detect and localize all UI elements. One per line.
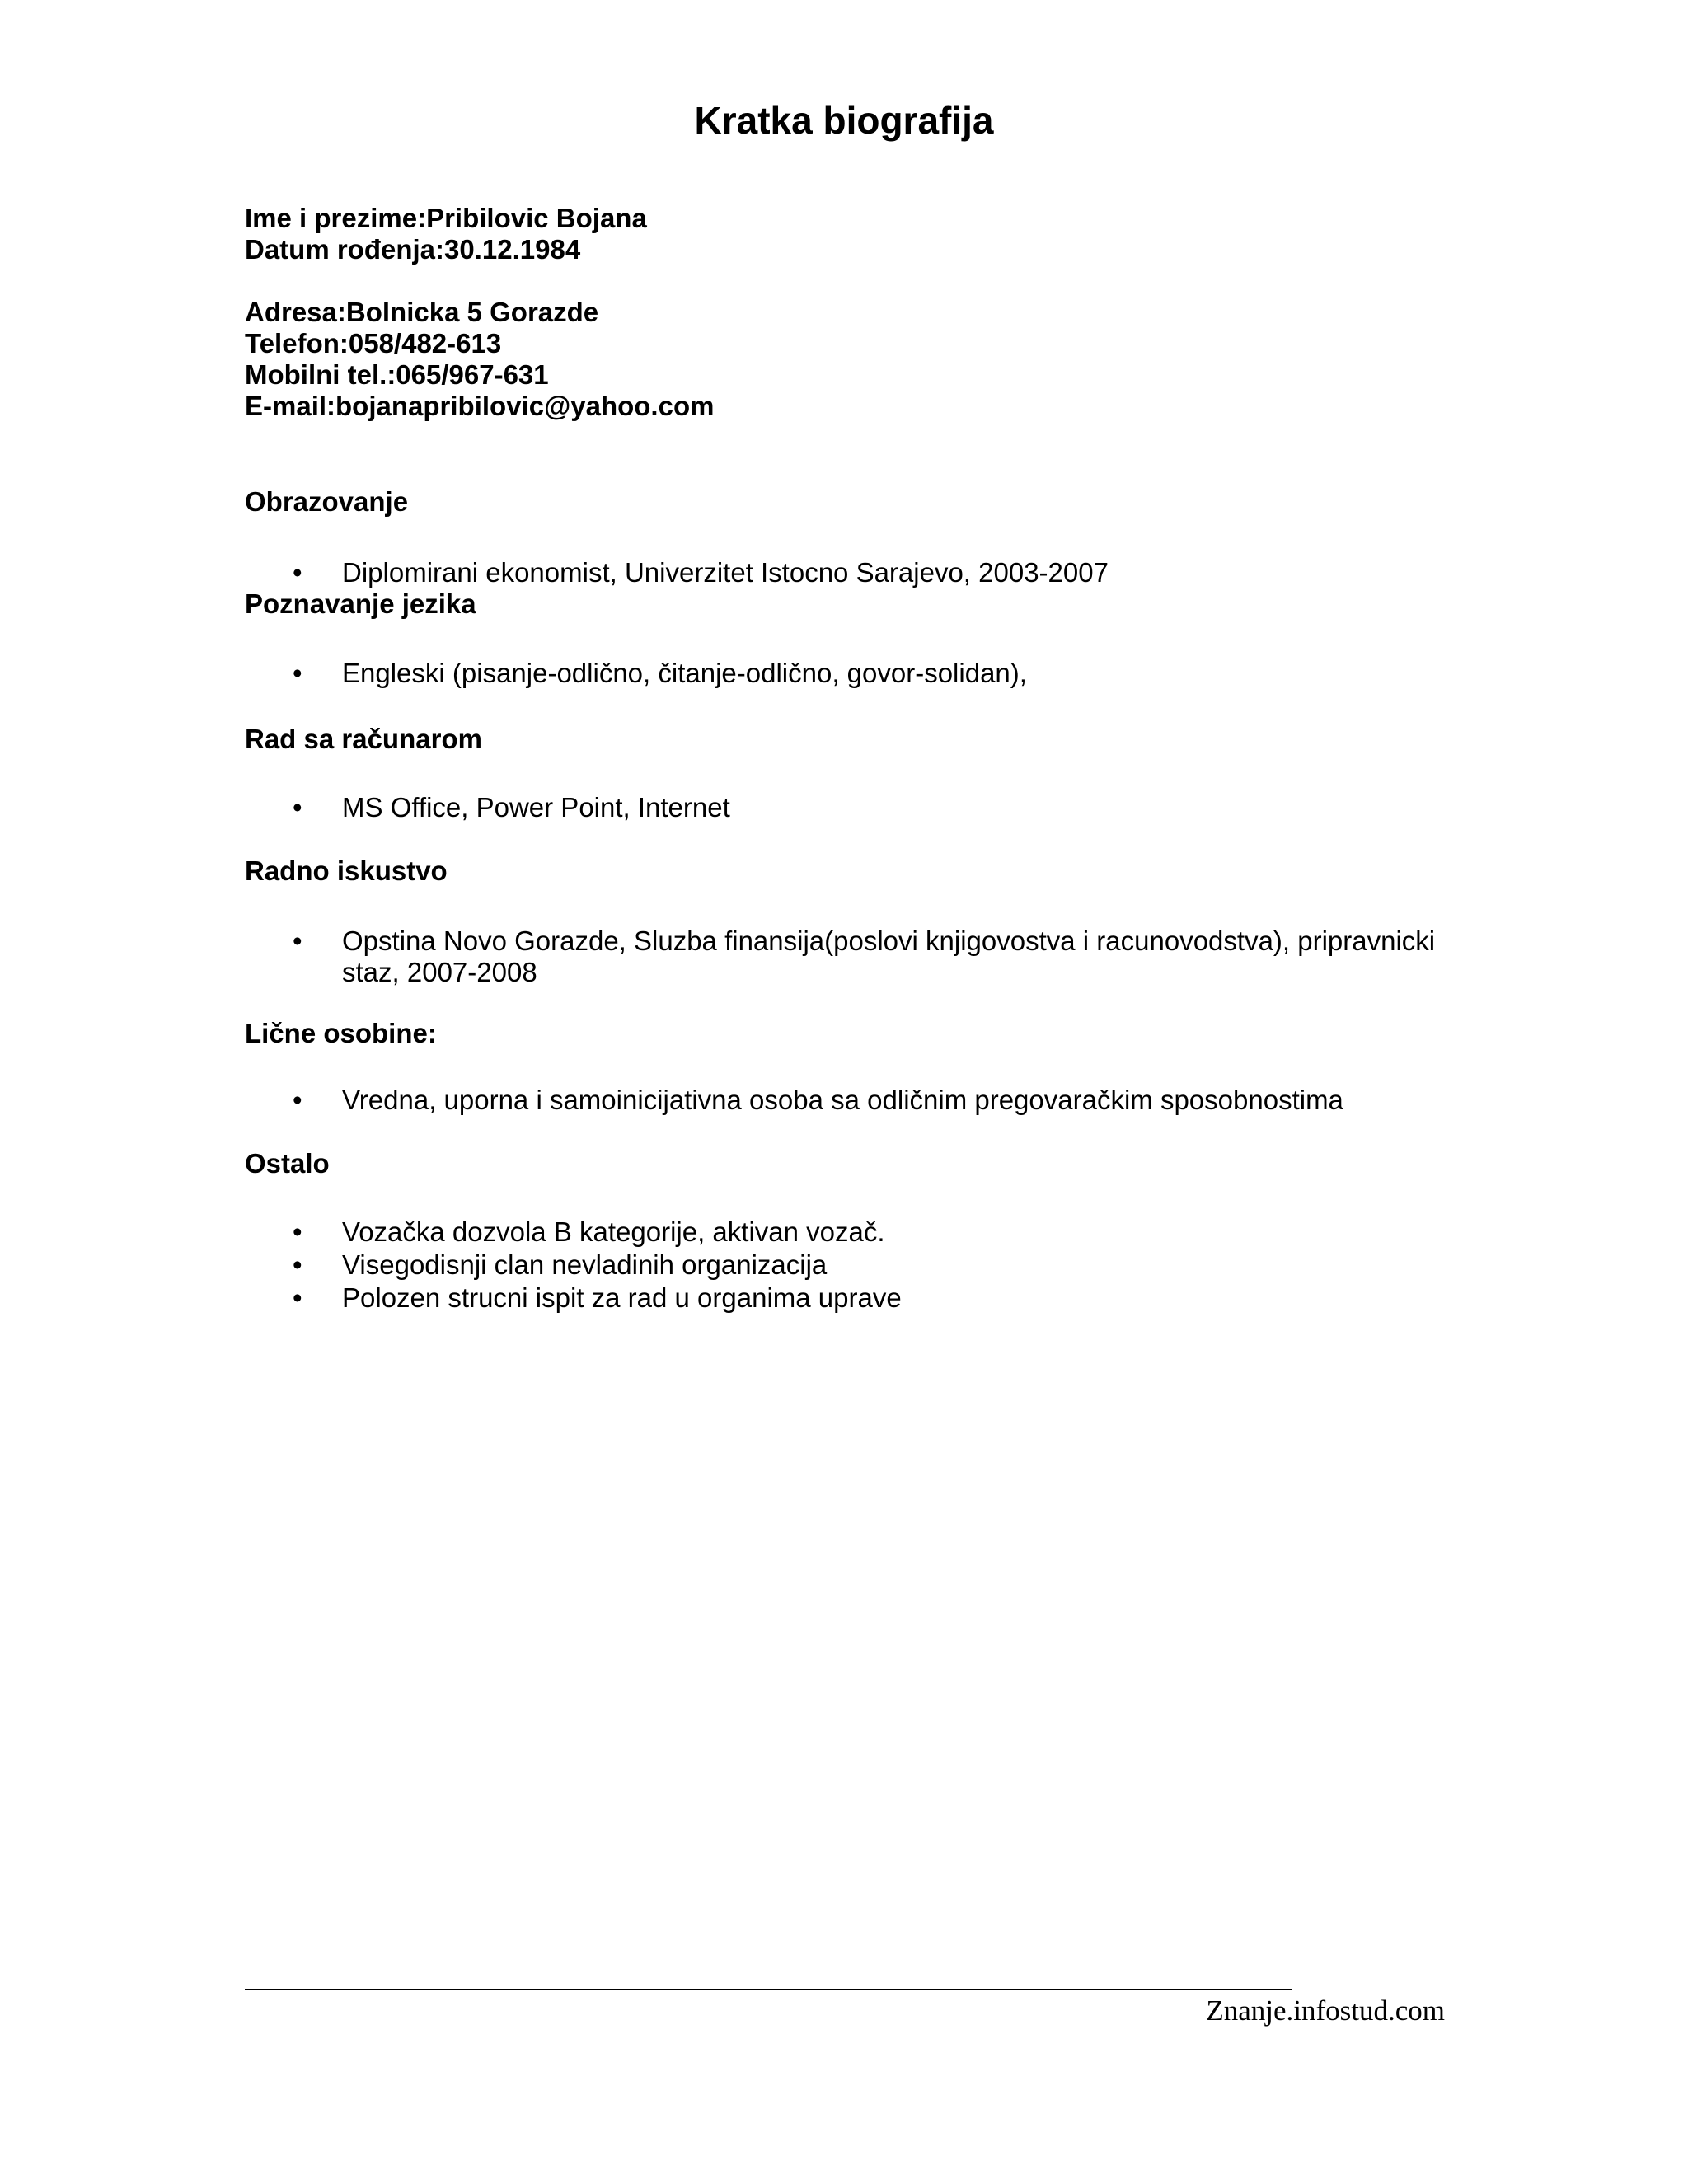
other-heading: Ostalo	[245, 1148, 330, 1179]
bullet-icon: •	[293, 658, 302, 688]
experience-line-1: Opstina Novo Gorazde, Sluzba finansija(poslovi knjigovostva i racunovodstva), pripravnicki	[342, 926, 1436, 956]
other-item-text: Polozen strucni ispit za rad u organima uprave	[342, 1282, 902, 1313]
language-item-text: Engleski (pisanje-odlično, čitanje-odlično, govor-solidan),	[342, 658, 1027, 688]
birth-date-line: Datum rođenja:30.12.1984	[245, 234, 581, 265]
education-heading: Obrazovanje	[245, 486, 409, 517]
footer-source: Znanje.infostud.com	[1206, 1994, 1445, 2027]
name-line: Ime i prezime:Pribilovic Bojana	[245, 203, 647, 233]
footer-divider	[245, 1989, 1292, 1990]
mobile-line: Mobilni tel.:065/967-631	[245, 359, 549, 390]
bullet-icon: •	[293, 1085, 302, 1115]
contact-info	[245, 297, 714, 422]
education-item-text: Diplomirani ekonomist, Univerzitet Istocno Sarajevo, 2003-2007	[342, 557, 1109, 588]
bullet-icon: •	[293, 926, 302, 956]
address-line: Adresa:Bolnicka 5 Gorazde	[245, 297, 599, 327]
bullet-icon: •	[293, 1216, 302, 1247]
bullet-icon: •	[293, 557, 302, 588]
personal-traits-item-text: Vredna, uporna i samoinicijativna osoba sa odličnim pregovaračkim sposobnostima	[342, 1085, 1343, 1115]
phone-line: Telefon:058/482-613	[245, 328, 502, 359]
personal-traits-heading: Lične osobine:	[245, 1018, 437, 1048]
other-item-text: Vozačka dozvola B kategorije, aktivan vozač.	[342, 1216, 885, 1247]
bullet-icon: •	[293, 792, 302, 823]
other-item-text: Visegodisnji clan nevladinih organizacija	[342, 1249, 828, 1280]
bullet-icon: •	[293, 1249, 302, 1280]
experience-item-text	[342, 926, 1435, 988]
languages-heading: Poznavanje jezika	[245, 588, 476, 619]
bullet-icon: •	[293, 1282, 302, 1313]
personal-info	[245, 203, 647, 265]
email-line: E-mail:bojanapribilovic@yahoo.com	[245, 391, 715, 421]
computer-skills-heading: Rad sa računarom	[245, 724, 482, 754]
experience-line-2: staz, 2007-2008	[342, 957, 537, 987]
computer-skills-item-text: MS Office, Power Point, Internet	[342, 792, 730, 823]
experience-heading: Radno iskustvo	[245, 855, 448, 886]
page-title: Kratka biografija	[694, 99, 994, 142]
